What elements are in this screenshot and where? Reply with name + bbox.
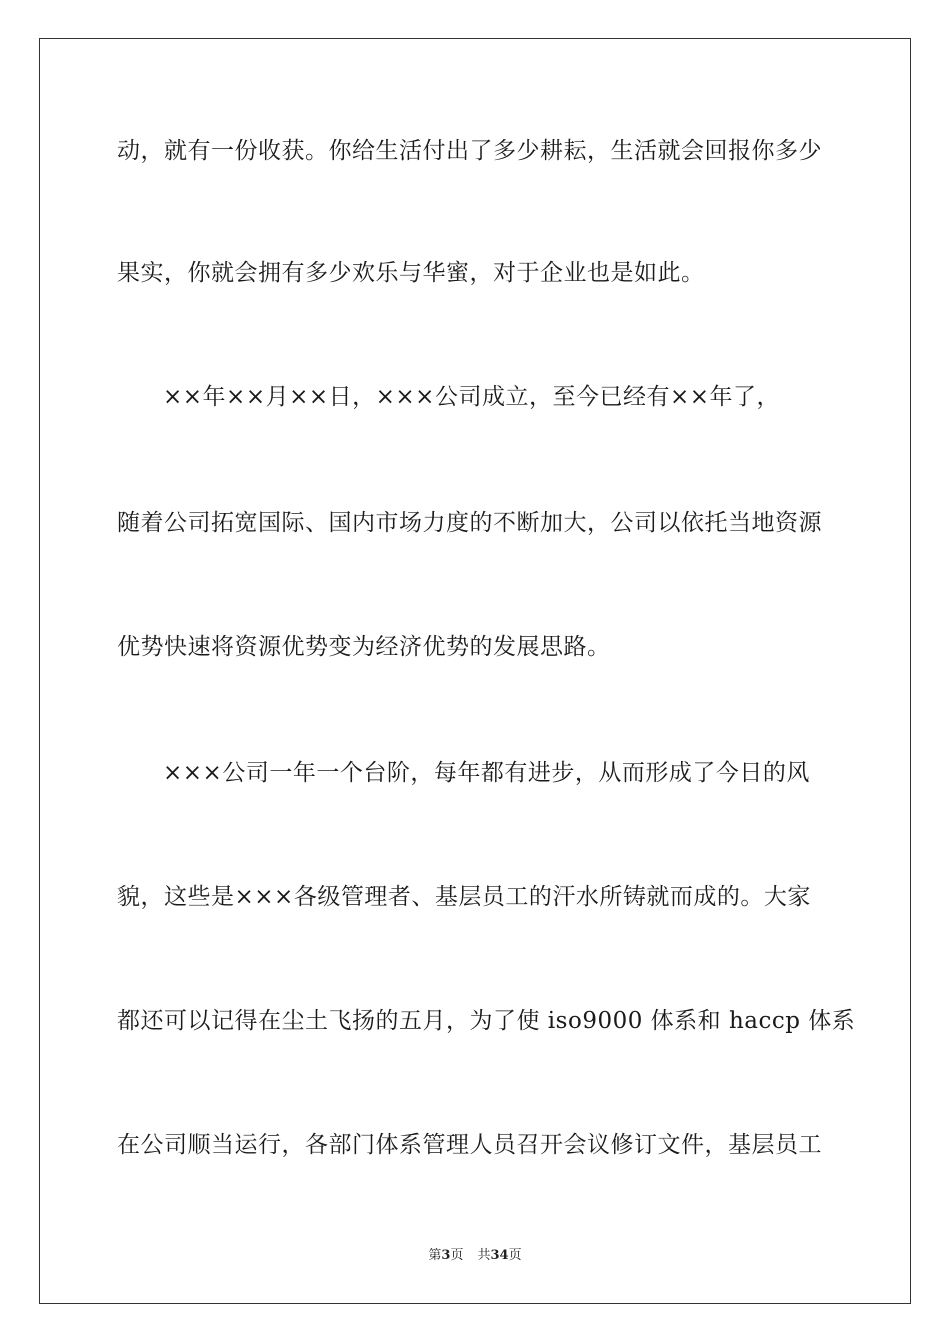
footer-page-number: 3: [441, 1248, 451, 1263]
footer-page-suffix: 页: [450, 1248, 464, 1263]
text-line-9: 在公司顺当运行，各部门体系管理人员召开会议修订文件，基层员工: [117, 1132, 822, 1158]
text-line-5: 优势快速将资源优势变为经济优势的发展思路。: [117, 634, 611, 660]
page-footer: [0, 1247, 950, 1265]
text-line-4: 随着公司拓宽国际、国内市场力度的不断加大，公司以依托当地资源: [117, 510, 822, 536]
footer-total-pages: 34: [490, 1248, 509, 1263]
footer-page-prefix: 第: [428, 1248, 442, 1263]
text-line-7: 貌，这些是×××各级管理者、基层员工的汗水所铸就而成的。大家: [117, 884, 811, 910]
page-frame: [39, 38, 911, 1304]
text-line-2: 果实，你就会拥有多少欢乐与华蜜，对于企业也是如此。: [117, 260, 705, 286]
footer-total-prefix: 共: [477, 1248, 491, 1263]
text-line-6: ×××公司一年一个台阶，每年都有进步，从而形成了今日的风: [163, 760, 810, 786]
text-line-8: 都还可以记得在尘土飞扬的五月，为了使 iso9000 体系和 haccp 体系: [117, 1008, 856, 1034]
text-line-3: ××年××月××日，×××公司成立，至今已经有××年了，: [163, 384, 780, 410]
footer-total-suffix: 页: [508, 1248, 522, 1263]
text-line-1: 动，就有一份收获。你给生活付出了多少耕耘，生活就会回报你多少: [117, 138, 822, 164]
